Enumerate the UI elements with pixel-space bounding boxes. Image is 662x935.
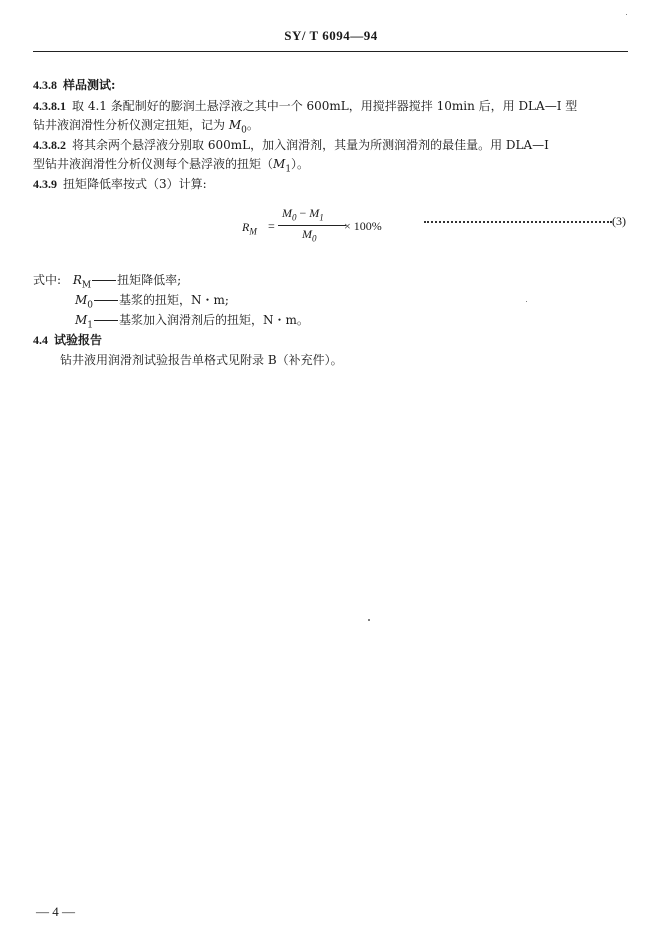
formula-numerator: $M_0 - M_1$ xyxy=(282,206,324,223)
section-title: 试验报告 xyxy=(54,333,103,347)
scan-speck xyxy=(626,14,627,15)
equation-number: (3) xyxy=(612,214,626,228)
section-4-4-body xyxy=(60,351,343,369)
formula-times-100: × 100% xyxy=(344,219,382,233)
scan-speck xyxy=(526,301,527,302)
paragraph-text: 型钻井液润滑性分析仪测每个悬浮液的扭矩（ xyxy=(33,157,274,171)
definition-text: 基浆加入润滑剂后的扭矩，N・m。 xyxy=(119,313,309,327)
section-4-3-8-2-line1 xyxy=(33,136,549,154)
section-4-3-8 xyxy=(33,76,115,94)
definition-text: 扭矩降低率; xyxy=(117,273,182,287)
dot-leader xyxy=(424,221,612,223)
paragraph-text: 钻井液润滑性分析仪测定扭矩，记为 xyxy=(33,118,229,132)
definition-text: 基浆的扭矩，N・m; xyxy=(119,293,229,307)
formula-denominator: $M_0$ xyxy=(302,227,317,244)
section-number: 4.3.8 xyxy=(33,78,57,92)
section-number: 4.4 xyxy=(33,333,48,347)
paragraph-text: 取 4.1 条配制好的膨润土悬浮液之其中一个 600mL，用搅拌器搅拌 10min 后，用 DLA—Ⅰ 型 xyxy=(72,99,578,113)
header-rule xyxy=(33,51,628,52)
definitions-lead: 式中: xyxy=(33,273,62,287)
variable-subscript: 0 xyxy=(87,300,94,311)
formula-3 xyxy=(232,206,402,246)
section-title: 样品测试: xyxy=(63,78,116,92)
paragraph-text: 钻井液用润滑剂试验报告单格式见附录 B（补充件）。 xyxy=(60,353,343,367)
paragraph-text: 将其余两个悬浮液分别取 600mL，加入润滑剂，其量为所测润滑剂的最佳量。用 DLA—Ⅰ xyxy=(72,138,549,152)
variable: M xyxy=(75,313,88,327)
standard-code-header: SY/ T 6094—94 xyxy=(284,28,378,43)
variable: M xyxy=(228,118,242,132)
scan-speck xyxy=(368,619,370,621)
section-4-3-8-1-line1 xyxy=(33,97,577,115)
section-4-4 xyxy=(33,331,102,349)
section-number: 4.3.8.2 xyxy=(33,138,66,152)
section-number: 4.3.9 xyxy=(33,177,57,191)
paragraph-text: ）。 xyxy=(291,157,310,171)
fraction-bar xyxy=(278,225,346,226)
variable: M xyxy=(273,157,286,171)
formula-lhs: $R_M$ xyxy=(242,220,257,237)
variable: M xyxy=(75,293,88,307)
definition-m1 xyxy=(75,311,309,334)
variable-subscript: 1 xyxy=(285,164,292,175)
section-4-3-9 xyxy=(33,175,207,193)
em-dash xyxy=(94,320,118,321)
section-number: 4.3.8.1 xyxy=(33,99,66,113)
variable-subscript: M xyxy=(81,280,92,291)
variable: R xyxy=(72,273,82,287)
em-dash xyxy=(94,300,118,301)
paragraph-text: 。 xyxy=(246,118,259,132)
section-title: 扭矩降低率按式（3）计算: xyxy=(63,177,207,191)
em-dash xyxy=(92,280,116,281)
variable-subscript: 1 xyxy=(87,320,94,331)
page-number: — 4 — xyxy=(36,904,75,919)
variable-subscript: 0 xyxy=(241,125,247,136)
formula-equals: = xyxy=(268,219,275,233)
